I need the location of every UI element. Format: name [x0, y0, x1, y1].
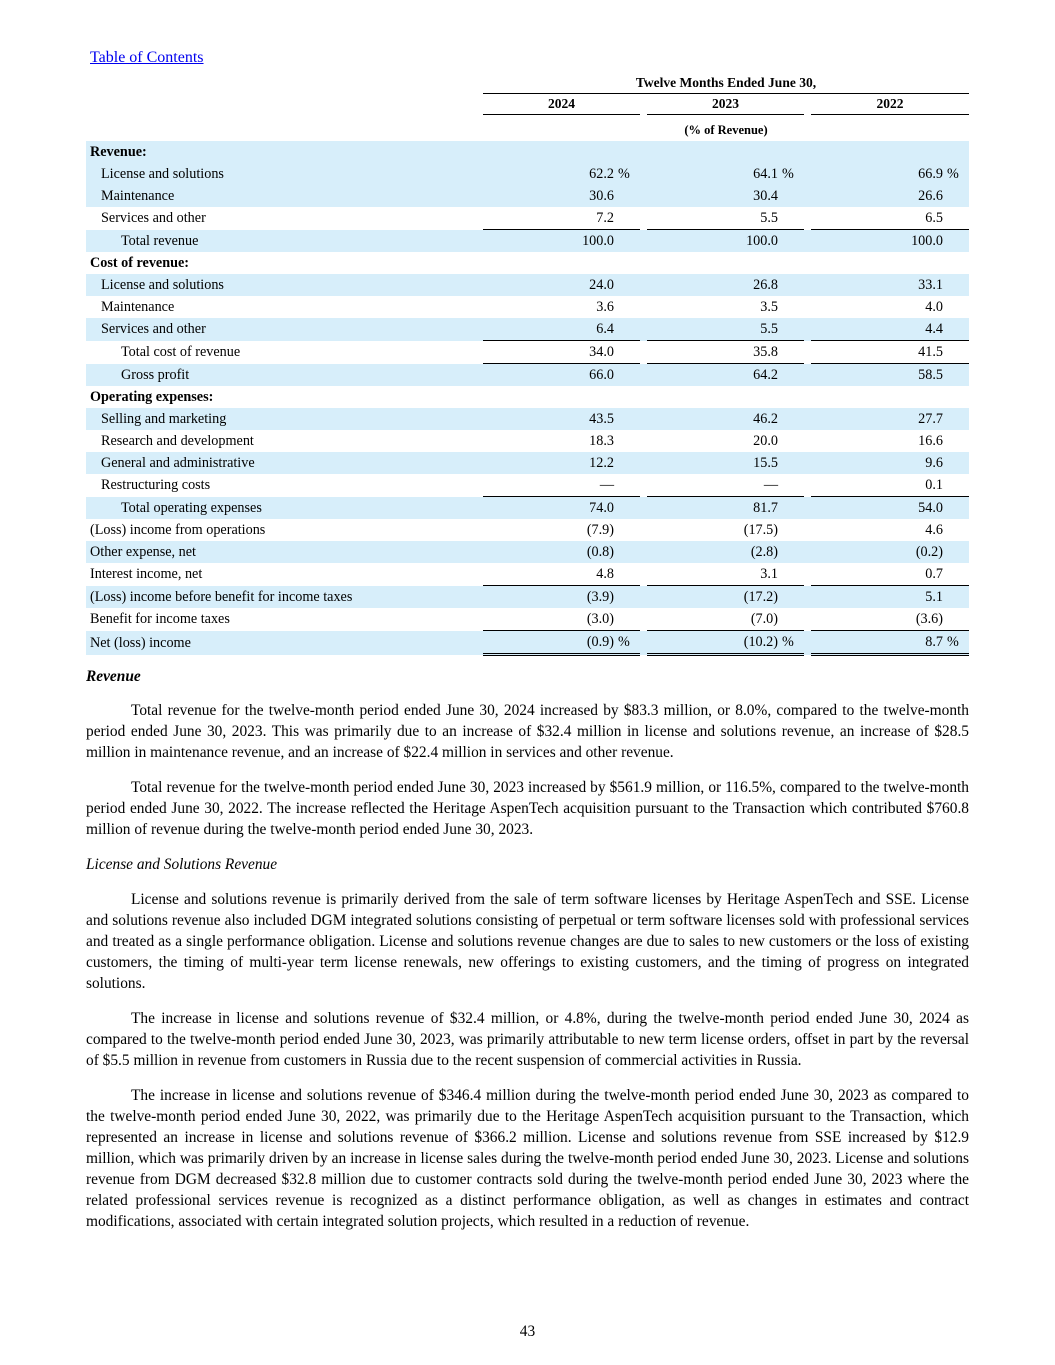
cell-suffix: [616, 452, 640, 474]
header-rule: [483, 93, 969, 94]
cell-suffix: [616, 364, 640, 387]
revenue-paragraph: Total revenue for the twelve-month period ended June 30, 2024 increased by $83.3 million, or 8.0%, compared to the twelve-month period ended June 30, 2023. This was primarily due to an increase of $32.4 million in license and solutions revenue, an increase of $28.5 million in maintenance revenue, and an increase of $22.4 million in services and other revenue.: [86, 702, 969, 761]
cell-suffix: [945, 318, 969, 341]
cell-value: 9.6: [811, 452, 945, 474]
row-label: (Loss) income from operations: [90, 522, 266, 538]
cell-value: (7.9): [586, 522, 614, 538]
cell-value: 26.6: [811, 185, 945, 207]
cell-value: [811, 386, 945, 408]
cell-suffix: [616, 519, 640, 541]
cell-suffix: [616, 608, 640, 631]
cell-suffix: [945, 341, 969, 364]
cell-value: (3.0): [586, 611, 614, 627]
cell-value: 15.5: [647, 452, 780, 474]
row-label: Selling and marketing: [86, 408, 483, 430]
cell-value: [811, 141, 945, 163]
cell-suffix: [616, 563, 640, 586]
row-label: Cost of revenue:: [90, 255, 190, 271]
cell-suffix: [780, 207, 804, 230]
cell-suffix: [780, 519, 804, 541]
cell-suffix: [780, 452, 804, 474]
cell-value: [647, 252, 780, 274]
cell-value: 66.0: [483, 364, 616, 387]
cell-value: (0.2): [811, 541, 945, 563]
cell-suffix: [945, 608, 969, 631]
cell-suffix: [616, 474, 640, 497]
cell-suffix: [616, 141, 640, 163]
cell-suffix: [945, 586, 969, 609]
cell-value: 100.0: [647, 230, 780, 253]
row-label: License and solutions: [86, 274, 483, 296]
cell-value: [811, 252, 945, 274]
cell-value: (3.9): [483, 586, 616, 609]
cell-value: 8.7: [811, 631, 945, 655]
cell-value: 0.1: [925, 477, 943, 493]
revenue-heading: Revenue: [86, 668, 141, 685]
cell-suffix: %: [780, 631, 804, 655]
cell-value: 24.0: [483, 274, 616, 296]
cell-suffix: [945, 519, 969, 541]
cell-suffix: [780, 341, 804, 364]
cell-suffix: [616, 318, 640, 341]
cell-value: (17.2): [647, 586, 780, 609]
cell-value: 62.2: [483, 163, 616, 185]
table-row: [86, 364, 969, 387]
cell-suffix: [616, 296, 640, 318]
cell-value: 46.2: [647, 408, 780, 430]
cell-suffix: [616, 430, 640, 452]
cell-suffix: %: [945, 163, 969, 185]
cell-value: 34.0: [483, 341, 616, 364]
cell-value: [483, 386, 616, 408]
table-row: [86, 207, 969, 230]
cell-value: 16.6: [918, 433, 943, 449]
cell-value: [647, 141, 780, 163]
table-row: [86, 541, 969, 563]
cell-value: 33.1: [811, 274, 945, 296]
cell-suffix: [616, 341, 640, 364]
cell-value: 66.9: [811, 163, 945, 185]
table-header-title: Twelve Months Ended June 30,: [635, 75, 817, 90]
cell-suffix: [780, 497, 804, 520]
cell-suffix: [780, 364, 804, 387]
cell-value: 5.5: [760, 210, 778, 226]
cell-value: 100.0: [811, 230, 945, 253]
cell-suffix: [780, 230, 804, 253]
cell-suffix: [616, 497, 640, 520]
cell-suffix: [780, 318, 804, 341]
row-label: Other expense, net: [86, 541, 483, 563]
cell-value: 6.4: [483, 318, 616, 341]
license-paragraph: License and solutions revenue is primarily derived from the sale of term software licenses by Heritage AspenTech and SSE. License and solutions revenue also included DGM integrated solutions consisting of perpetual or term software licenses sold with professional services and treated as a single performance obligation. License and solutions revenue changes are due to sales to new customers or the loss of existing customers, the timing of multi-year term license renewals, new offerings to existing customers, and the timing of progress on integrated solutions.: [86, 891, 969, 992]
cell-suffix: [780, 252, 804, 274]
cell-suffix: [945, 541, 969, 563]
cell-suffix: [945, 274, 969, 296]
table-row: [86, 318, 969, 341]
cell-value: 26.8: [647, 274, 780, 296]
cell-value: 30.4: [647, 185, 780, 207]
cell-value: 5.5: [647, 318, 780, 341]
cell-suffix: %: [945, 631, 969, 655]
row-label: Total operating expenses: [86, 497, 483, 520]
table-row: [86, 163, 969, 185]
cell-value: 64.1: [647, 163, 780, 185]
cell-value: 6.5: [925, 210, 943, 226]
table-row: [86, 608, 969, 631]
cell-suffix: [945, 207, 969, 230]
cell-suffix: [945, 185, 969, 207]
cell-value: 4.8: [596, 566, 614, 582]
cell-suffix: [945, 474, 969, 497]
cell-suffix: [616, 207, 640, 230]
cell-suffix: %: [780, 163, 804, 185]
cell-value: 4.4: [811, 318, 945, 341]
row-label: General and administrative: [86, 452, 483, 474]
cell-value: 35.8: [647, 341, 780, 364]
year-rule: [483, 114, 640, 115]
row-label: Interest income, net: [90, 566, 203, 583]
percent-of-revenue-caption: (% of Revenue): [684, 123, 768, 137]
license-solutions-heading: License and Solutions Revenue: [86, 856, 278, 873]
cell-value: 20.0: [753, 433, 778, 449]
cell-suffix: [945, 408, 969, 430]
cell-suffix: [780, 608, 804, 631]
cell-value: 12.2: [483, 452, 616, 474]
license-paragraph: The increase in license and solutions revenue of $346.4 million during the twelve-month period ended June 30, 2023 as compared to the twelve-month period ended June 30, 2022, was primarily due to the Heritage AspenTech acquisition pursuant to the Transaction, which represented an increase in license and solutions revenue of $366.2 million. License and solutions revenue from SSE increased by $12.9 million, which was primarily driven by an increase in license sales during the twelve-month period ended June 30, 2023. License and solutions revenue from DGM decreased $32.8 million due to customer contracts sold during the twelve-month period ended June 30, 2023 where the related professional services revenue is recognized as a distinct performance obligation, as well as changes in estimates and contract modifications, associated with certain integrated solution projects, which resulted in a reduction of revenue.: [86, 1087, 969, 1230]
cell-suffix: [616, 541, 640, 563]
table-row: [86, 408, 969, 430]
cell-value: 3.1: [760, 566, 778, 582]
cell-value: 3.6: [596, 299, 614, 315]
table-row: [86, 386, 969, 408]
revenue-section: [86, 666, 969, 1232]
cell-value: 4.0: [925, 299, 943, 315]
cell-suffix: [945, 563, 969, 586]
cell-value: 4.6: [925, 522, 943, 538]
cell-value: [647, 386, 780, 408]
cell-suffix: [780, 386, 804, 408]
table-row: [86, 230, 969, 253]
year-rule: [647, 114, 804, 115]
cell-value: (3.6): [915, 611, 943, 627]
cell-suffix: [945, 252, 969, 274]
cell-suffix: [780, 474, 804, 497]
cell-suffix: [780, 185, 804, 207]
table-row: [86, 452, 969, 474]
table-row: [86, 341, 969, 364]
year-2024: 2024: [548, 96, 575, 111]
table-row: [86, 563, 969, 586]
cell-suffix: [945, 296, 969, 318]
table-row: [86, 296, 969, 318]
cell-suffix: [780, 541, 804, 563]
cell-value: 54.0: [811, 497, 945, 520]
cell-value: (2.8): [647, 541, 780, 563]
cell-suffix: [780, 408, 804, 430]
cell-suffix: [945, 364, 969, 387]
cell-value: [483, 252, 616, 274]
cell-suffix: [780, 586, 804, 609]
page-number: 43: [519, 1323, 536, 1340]
cell-suffix: [945, 497, 969, 520]
table-of-contents-link[interactable]: Table of Contents: [90, 49, 204, 66]
row-label: Gross profit: [86, 364, 483, 387]
cell-value: —: [763, 477, 778, 493]
cell-suffix: [945, 452, 969, 474]
cell-value: 64.2: [647, 364, 780, 387]
cell-value: 74.0: [483, 497, 616, 520]
row-label: (Loss) income before benefit for income taxes: [86, 586, 483, 609]
row-label: License and solutions: [86, 163, 483, 185]
cell-suffix: [616, 252, 640, 274]
cell-value: 7.2: [596, 210, 614, 226]
cell-suffix: [780, 274, 804, 296]
row-label: Revenue:: [86, 141, 483, 163]
table-row: [86, 141, 969, 163]
cell-suffix: %: [616, 631, 640, 655]
cell-value: —: [599, 477, 614, 493]
table-row: [86, 474, 969, 497]
cell-suffix: [945, 430, 969, 452]
cell-value: (0.8): [483, 541, 616, 563]
table-row: [86, 631, 969, 655]
cell-suffix: [780, 296, 804, 318]
cell-suffix: [616, 274, 640, 296]
table-row: [86, 497, 969, 520]
cell-value: (0.9): [483, 631, 616, 655]
year-2023: 2023: [712, 96, 739, 111]
row-label: Research and development: [101, 433, 254, 449]
table-row: [86, 430, 969, 452]
cell-suffix: [780, 141, 804, 163]
cell-value: 3.5: [760, 299, 778, 315]
table-row: [86, 185, 969, 207]
cell-suffix: [945, 230, 969, 253]
cell-suffix: [616, 408, 640, 430]
cell-value: 43.5: [483, 408, 616, 430]
cell-suffix: %: [616, 163, 640, 185]
cell-value: [483, 141, 616, 163]
year-2022: 2022: [876, 96, 904, 111]
row-label: Restructuring costs: [101, 477, 211, 494]
cell-value: (7.0): [750, 611, 778, 627]
cell-suffix: [945, 141, 969, 163]
row-label: Maintenance: [86, 185, 483, 207]
cell-value: 27.7: [811, 408, 945, 430]
cell-suffix: [945, 386, 969, 408]
financial-table: [86, 141, 969, 656]
cell-value: 30.6: [483, 185, 616, 207]
cell-suffix: [616, 386, 640, 408]
row-label: Operating expenses:: [90, 389, 214, 405]
row-label: Services and other: [86, 318, 483, 341]
row-label: Benefit for income taxes: [90, 611, 230, 628]
row-label: Maintenance: [101, 299, 175, 315]
cell-suffix: [616, 586, 640, 609]
cell-suffix: [616, 230, 640, 253]
cell-suffix: [780, 430, 804, 452]
cell-value: 0.7: [925, 566, 943, 582]
cell-value: 81.7: [647, 497, 780, 520]
cell-value: 5.1: [811, 586, 945, 609]
cell-suffix: [616, 185, 640, 207]
cell-value: 58.5: [811, 364, 945, 387]
row-label: Services and other: [101, 210, 206, 227]
year-rule: [811, 114, 969, 115]
cell-value: 18.3: [589, 433, 614, 449]
revenue-paragraph: Total revenue for the twelve-month period ended June 30, 2023 increased by $561.9 million, or 116.5%, compared to the twelve-month period ended June 30, 2022. The increase reflected the Heritage AspenTech acquisition pursuant to the Transaction which contributed $760.8 million of revenue during the twelve-month period ended June 30, 2023.: [86, 779, 969, 838]
cell-value: (17.5): [743, 522, 778, 538]
table-row: [86, 586, 969, 609]
license-paragraph: The increase in license and solutions revenue of $32.4 million, or 4.8%, during the twelve-month period ended June 30, 2024 as compared to the twelve-month period ended June 30, 2023, was primarily attributable to new term license orders, offset in part by the reversal of $5.5 million in revenue from customers in Russia due to the recent suspension of commercial activities in Russia.: [86, 1010, 969, 1069]
table-row: [86, 519, 969, 541]
cell-value: (10.2): [647, 631, 780, 655]
table-row: [86, 274, 969, 296]
cell-value: 41.5: [811, 341, 945, 364]
cell-value: 100.0: [483, 230, 616, 253]
row-label: Total revenue: [86, 230, 483, 253]
cell-suffix: [780, 563, 804, 586]
table-row: [86, 252, 969, 274]
row-label: Net (loss) income: [86, 631, 483, 655]
row-label: Total cost of revenue: [121, 344, 241, 360]
